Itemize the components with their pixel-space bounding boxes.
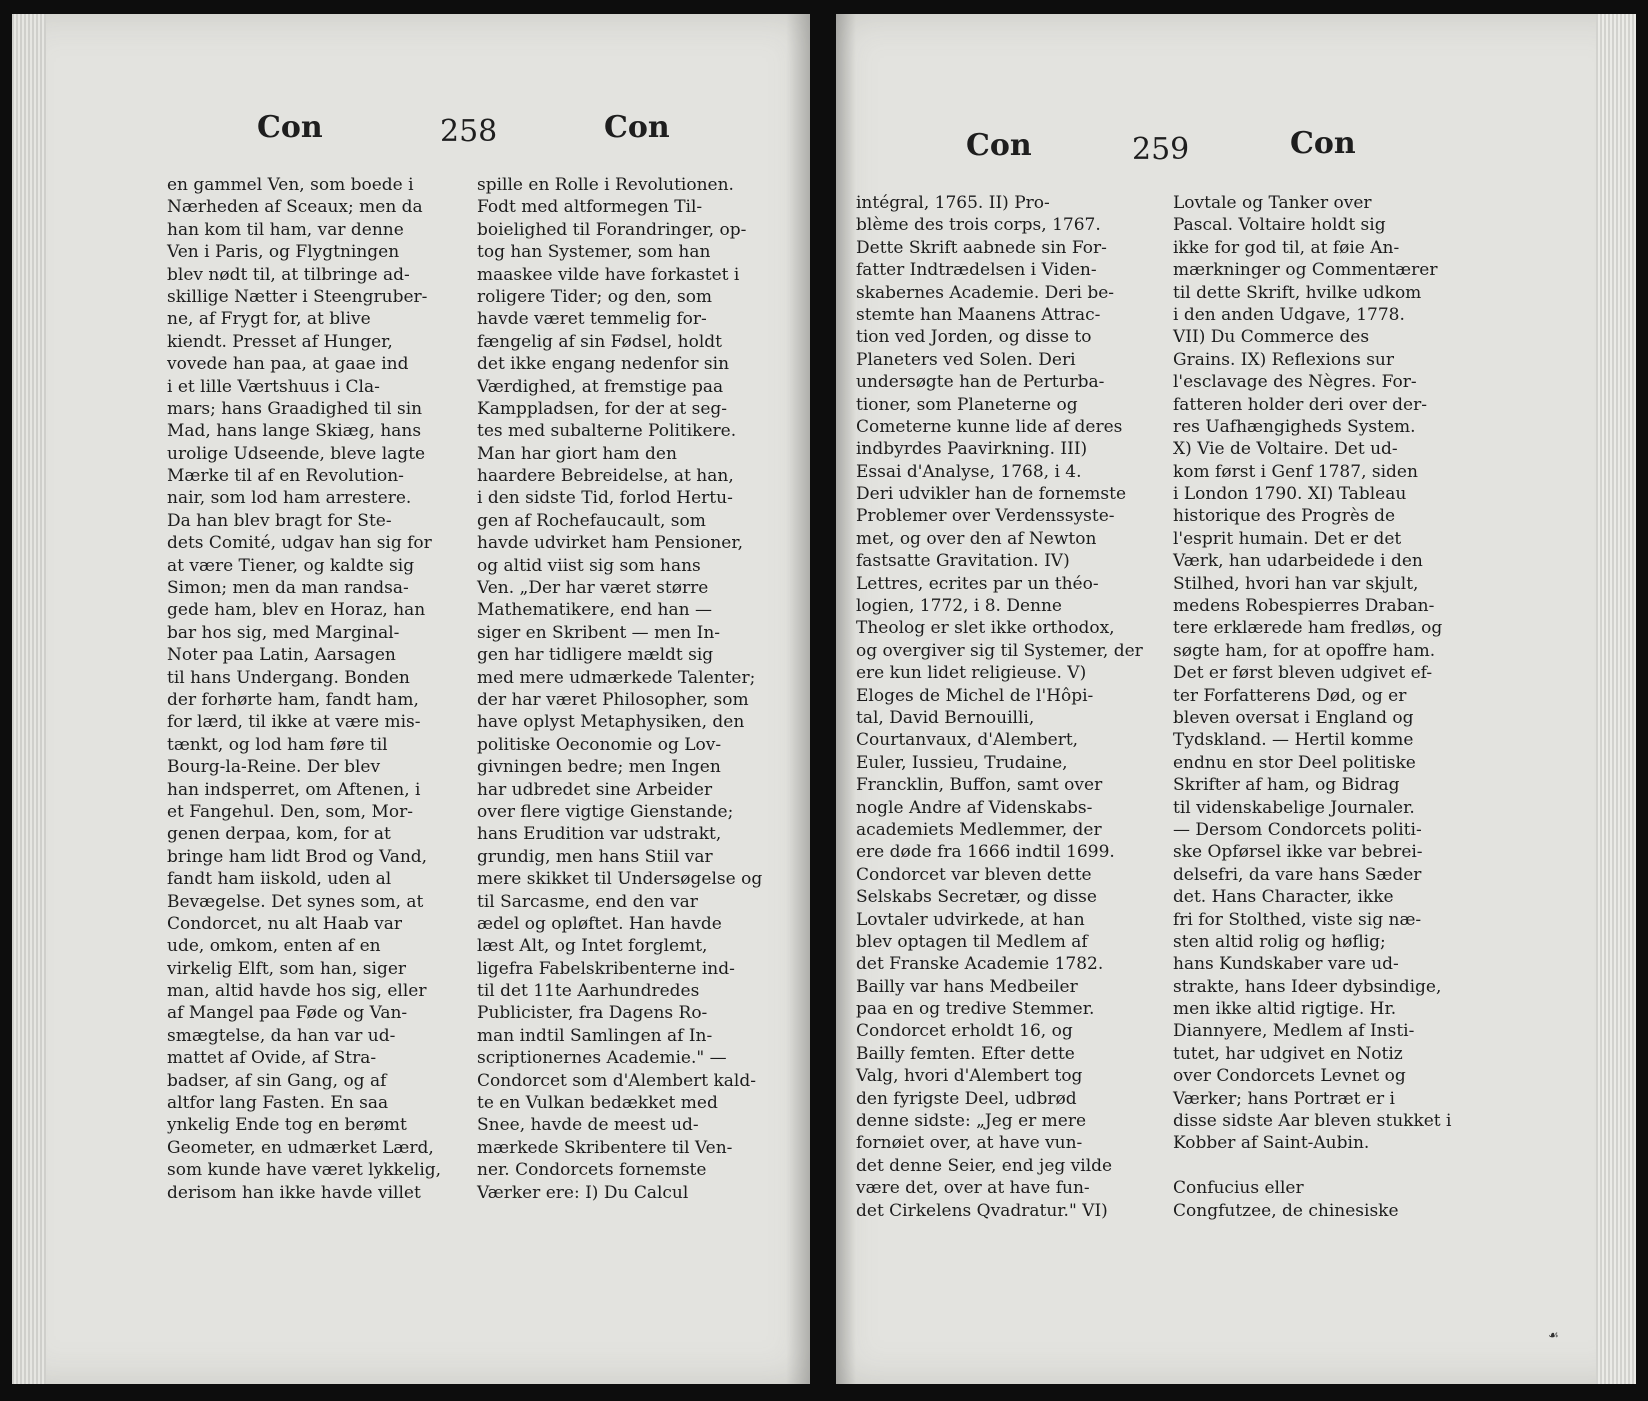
text-line: bringe ham lidt Brod og Vand, — [167, 846, 428, 867]
text-line: Grains. IX) Reflexions sur — [1173, 349, 1395, 370]
text-line: l'esprit humain. Det er det — [1173, 528, 1402, 549]
text-line: Essai d'Analyse, 1768, i 4. — [856, 461, 1082, 482]
text-line: haardere Bebreidelse, at han, — [477, 466, 734, 487]
text-line: har udbredet sine Arbeider — [477, 779, 713, 800]
text-line: sten altid rolig og høflig; — [1173, 931, 1386, 952]
text-line: Ven i Paris, og Flygtningen — [167, 242, 400, 263]
text-line: vovede han paa, at gaae ind — [167, 354, 409, 375]
text-line: Snee, havde de meest ud- — [477, 1115, 699, 1136]
text-line: res Uafhængigheds System. — [1173, 416, 1416, 437]
text-line: Kamppladsen, for der at seg- — [477, 398, 728, 419]
text-line: boielighed til Forandringer, op- — [477, 219, 747, 240]
text-line: tioner, som Planeterne og — [856, 394, 1078, 415]
text-line: et Fangehul. Den, som, Mor- — [167, 801, 413, 822]
text-line: Bevægelse. Det synes som, at — [167, 891, 424, 912]
text-line: ædel og opløftet. Han havde — [477, 913, 722, 934]
text-line: Problemer over Verdenssyste- — [856, 506, 1115, 527]
text-line: strakte, hans Ideer dybsindige, — [1173, 976, 1442, 997]
left-page — [12, 14, 810, 1384]
text-line: tion ved Jorden, og disse to — [856, 327, 1092, 348]
text-line: intégral, 1765. II) Pro- — [856, 193, 1050, 213]
text-line: havde udvirket ham Pensioner, — [477, 533, 743, 554]
text-line: det ikke engang nedenfor sin — [477, 354, 730, 375]
left-running-head-left: Con — [257, 110, 323, 145]
text-line: blev optagen til Medlem af — [856, 931, 1088, 952]
text-line: det. Hans Character, ikke — [1173, 887, 1394, 908]
text-line: men ikke altid rigtige. Hr. — [1173, 999, 1397, 1020]
text-line: over flere vigtige Gienstande; — [477, 801, 734, 822]
corner-ornament: ☙ — [1548, 1328, 1559, 1342]
text-line: ude, omkom, enten af en — [167, 936, 381, 957]
text-line: Euler, Iussieu, Trudaine, — [856, 752, 1068, 773]
text-line: Værker ere: I) Du Calcul — [477, 1182, 689, 1203]
text-line: blev nødt til, at tilbringe ad- — [167, 264, 410, 285]
text-line: til Sarcasme, end den var — [477, 891, 698, 912]
text-line: Lovtale og Tanker over — [1173, 193, 1372, 213]
text-line: Dette Skrift aabnede sin For- — [856, 237, 1107, 258]
text-line: siger en Skribent — men In- — [477, 622, 721, 643]
text-line: politiske Oeconomie og Lov- — [477, 734, 722, 755]
text-line: Ven. „Der har været større — [477, 578, 709, 599]
text-line: at være Tiener, og kaldte sig — [167, 555, 415, 576]
text-line: læst Alt, og Intet forglemt, — [477, 936, 708, 957]
text-line: endnu en stor Deel politiske — [1173, 752, 1416, 773]
text-line: Man har giort ham den — [477, 443, 677, 464]
text-line: for lærd, til ikke at være mis- — [167, 712, 421, 733]
text-line: ner. Condorcets fornemste — [477, 1160, 707, 1181]
text-line: tog han Systemer, som han — [477, 242, 711, 263]
text-line: man, altid havde hos sig, eller — [167, 981, 427, 1002]
text-line: Fodt med altformegen Til- — [477, 197, 703, 218]
text-line: badser, af sin Gang, og af — [167, 1070, 387, 1091]
text-line: til det 11te Aarhundredes — [477, 981, 700, 1002]
text-line: Condorcet erholdt 16, og — [856, 1021, 1073, 1042]
text-line: han indsperret, om Aftenen, i — [167, 779, 421, 800]
text-line: Congfutzee, de chinesiske — [1173, 1200, 1399, 1221]
text-line: mars; hans Graadighed til sin — [167, 398, 423, 419]
text-line: der forhørte ham, fandt ham, — [167, 689, 419, 710]
text-line: blème des trois corps, 1767. — [856, 215, 1101, 236]
text-line: ligefra Fabelskribenterne ind- — [477, 958, 735, 979]
text-line: paa en og tredive Stemmer. — [856, 999, 1095, 1020]
text-line: ne, af Frygt for, at blive — [167, 309, 371, 330]
text-line: Eloges de Michel de l'Hôpi- — [856, 685, 1094, 706]
text-line: genen derpaa, kom, for at — [167, 824, 391, 845]
text-line: Mærke til af en Revolution- — [167, 466, 404, 487]
text-line: ske Opførsel ikke var bebrei- — [1173, 842, 1423, 863]
text-line: delsefri, da vare hans Sæder — [1173, 864, 1422, 885]
text-line: derisom han ikke havde villet — [167, 1182, 421, 1203]
text-line: havde været temmelig for- — [477, 309, 707, 330]
text-line: kiendt. Presset af Hunger, — [167, 331, 393, 352]
right-column-1 — [856, 192, 1146, 1222]
text-line: han kom til ham, var denne — [167, 219, 404, 240]
right-running-head-right: Con — [1290, 126, 1356, 161]
text-line: have oplyst Metaphysiken, den — [477, 712, 745, 733]
left-page-number: 258 — [440, 114, 498, 149]
text-line: virkelig Elft, som han, siger — [167, 958, 407, 979]
text-line: Planeters ved Solen. Deri — [856, 349, 1076, 370]
text-line: spille en Rolle i Revolutionen. — [477, 175, 734, 195]
text-line: Noter paa Latin, Aarsagen — [167, 645, 396, 666]
text-line: mærkede Skribentere til Ven- — [477, 1137, 733, 1158]
text-line: indbyrdes Paavirkning. III) — [856, 439, 1088, 460]
text-line: mærkninger og Commentærer — [1173, 260, 1438, 281]
gutter-shadow — [786, 14, 810, 1384]
text-line: fatter Indtrædelsen i Viden- — [856, 260, 1097, 281]
text-line: Theolog er slet ikke orthodox, — [856, 618, 1115, 639]
text-line: Selskabs Secretær, og disse — [856, 887, 1097, 908]
text-line: altfor lang Fasten. En saa — [167, 1093, 389, 1114]
text-line: kom først i Genf 1787, siden — [1173, 461, 1418, 482]
text-line: tal, David Bernouilli, — [856, 707, 1035, 728]
text-line: bleven oversat i England og — [1173, 707, 1414, 728]
text-line: Condorcet som d'Alembert kald- — [477, 1070, 756, 1091]
text-line: bar hos sig, med Marginal- — [167, 622, 400, 643]
gutter-shadow — [836, 14, 856, 1384]
text-line: disse sidste Aar bleven stukket i — [1173, 1111, 1452, 1132]
text-line: og overgiver sig til Systemer, der — [856, 640, 1143, 661]
left-running-head-right: Con — [604, 110, 670, 145]
text-line: l'esclavage des Nègres. For- — [1173, 372, 1417, 393]
text-line: nair, som lod ham arrestere. — [167, 488, 412, 509]
text-line: Mathematikere, end han — — [477, 600, 712, 621]
text-line: gen af Rochefaucault, som — [477, 510, 706, 531]
text-line: tutet, har udgivet en Notiz — [1173, 1043, 1403, 1064]
text-line: man indtil Samlingen af In- — [477, 1025, 713, 1046]
text-line: givningen bedre; men Ingen — [477, 757, 721, 778]
text-line: smægtelse, da han var ud- — [167, 1025, 396, 1046]
text-line: det Cirkelens Qvadratur." VI) — [856, 1200, 1108, 1221]
text-line: ere kun lidet religieuse. V) — [856, 663, 1087, 684]
text-line: nogle Andre af Videnskabs- — [856, 797, 1093, 818]
text-line: skillige Nætter i Steengruber- — [167, 286, 428, 307]
text-line: X) Vie de Voltaire. Det ud- — [1173, 439, 1398, 460]
text-line: gen har tidligere mældt sig — [477, 645, 714, 666]
text-line: Confucius eller — [1173, 1178, 1304, 1199]
text-line: hans Erudition var udstrakt, — [477, 824, 722, 845]
text-line: Cometerne kunne lide af deres — [856, 416, 1123, 437]
text-line: Kobber af Saint-Aubin. — [1173, 1133, 1370, 1154]
text-line: historique des Progrès de — [1173, 506, 1396, 527]
text-line: ikke for god til, at føie An- — [1173, 237, 1400, 258]
text-line: undersøgte han de Perturba- — [856, 372, 1105, 393]
text-line: stemte han Maanens Attrac- — [856, 304, 1101, 325]
text-line: ter Forfatterens Død, og er — [1173, 685, 1407, 706]
text-line: Bailly var hans Medbeiler — [856, 976, 1078, 997]
text-line: til videnskabelige Journaler. — [1173, 797, 1415, 818]
text-line: maaskee vilde have forkastet i — [477, 264, 740, 285]
text-line: Det er først bleven udgivet ef- — [1173, 663, 1433, 684]
right-page-number: 259 — [1132, 132, 1190, 167]
text-line — [1173, 1155, 1473, 1177]
text-line: Deri udvikler han de fornemste — [856, 484, 1127, 505]
text-line: mere skikket til Undersøgelse og — [477, 869, 763, 890]
text-line: denne sidste: „Jeg er mere — [856, 1111, 1087, 1132]
text-line: Pascal. Voltaire holdt sig — [1173, 215, 1386, 236]
text-line: Værk, han udarbeidede i den — [1173, 551, 1423, 572]
text-line: dets Comité, udgav han sig for — [167, 533, 432, 554]
text-line: Nærheden af Sceaux; men da — [167, 197, 423, 218]
text-line: der har været Philosopher, som — [477, 689, 749, 710]
text-line: fængelig af sin Fødsel, holdt — [477, 331, 723, 352]
text-line: Simon; men da man randsa- — [167, 578, 409, 599]
text-line: logien, 1772, i 8. Denne — [856, 596, 1062, 617]
text-line: Værker; hans Portræt er i — [1173, 1088, 1395, 1109]
right-column-2 — [1173, 192, 1473, 1222]
text-line: i den anden Udgave, 1778. — [1173, 304, 1405, 325]
left-column-2 — [477, 174, 782, 1204]
text-line: te en Vulkan bedækket med — [477, 1093, 718, 1114]
text-line: og altid viist sig som hans — [477, 555, 701, 576]
text-line: som kunde have været lykkelig, — [167, 1160, 442, 1181]
text-line: urolige Udseende, bleve lagte — [167, 443, 426, 464]
text-line: det Franske Academie 1782. — [856, 954, 1104, 975]
text-line: mattet af Ovide, af Stra- — [167, 1048, 377, 1069]
text-line: Bailly femten. Efter dette — [856, 1043, 1075, 1064]
text-line: fatteren holder deri over der- — [1173, 394, 1427, 415]
text-line: Værdighed, at fremstige paa — [477, 376, 724, 397]
text-line: den fyrigste Deel, udbrød — [856, 1088, 1077, 1109]
text-line: Lettres, ecrites par un théo- — [856, 573, 1099, 594]
text-line: met, og over den af Newton — [856, 528, 1097, 549]
right-running-head-left: Con — [966, 128, 1032, 163]
text-line: Lovtaler udvirkede, at han — [856, 909, 1085, 930]
text-line: scriptionernes Academie." — — [477, 1048, 727, 1069]
text-line: søgte ham, for at opoffre ham. — [1173, 640, 1436, 661]
text-line: tes med subalterne Politikere. — [477, 421, 737, 442]
left-column-1 — [167, 174, 457, 1204]
text-line: fandt ham iiskold, uden al — [167, 869, 392, 890]
text-line: Da han blev bragt for Ste- — [167, 510, 392, 531]
text-line: roligere Tider; og den, som — [477, 286, 713, 307]
text-line: Stilhed, hvori han var skjult, — [1173, 573, 1419, 594]
text-line: Skrifter af ham, og Bidrag — [1173, 775, 1400, 796]
text-line: Diannyere, Medlem af Insti- — [1173, 1021, 1415, 1042]
text-line: i den sidste Tid, forlod Hertu- — [477, 488, 733, 509]
text-line: skabernes Academie. Deri be- — [856, 282, 1115, 303]
text-line: over Condorcets Levnet og — [1173, 1066, 1406, 1087]
text-line: fornøiet over, at have vun- — [856, 1133, 1083, 1154]
text-line: tere erklærede ham fredløs, og — [1173, 618, 1443, 639]
text-line: til dette Skrift, hvilke udkom — [1173, 282, 1422, 303]
text-line: fastsatte Gravitation. IV) — [856, 551, 1070, 572]
text-line: Publicister, fra Dagens Ro- — [477, 1003, 708, 1024]
right-page — [836, 14, 1636, 1384]
text-line: hans Kundskaber vare ud- — [1173, 954, 1399, 975]
text-line: Tydskland. — Hertil komme — [1173, 730, 1414, 751]
text-line: Courtanvaux, d'Alembert, — [856, 730, 1079, 751]
text-line: — Dersom Condorcets politi- — [1173, 819, 1422, 840]
text-line: VII) Du Commerce des — [1173, 327, 1370, 348]
text-line: af Mangel paa Føde og Van- — [167, 1003, 408, 1024]
text-line: Valg, hvori d'Alembert tog — [856, 1066, 1083, 1087]
text-line: Condorcet var bleven dette — [856, 864, 1092, 885]
text-line: medens Robespierres Draban- — [1173, 596, 1435, 617]
text-line: tænkt, og lod ham føre til — [167, 734, 388, 755]
text-line: med mere udmærkede Talenter; — [477, 667, 756, 688]
text-line: Mad, hans lange Skiæg, hans — [167, 421, 422, 442]
text-line: være det, over at have fun- — [856, 1178, 1090, 1199]
text-line: en gammel Ven, som boede i — [167, 175, 414, 195]
text-line: gede ham, blev en Horaz, han — [167, 600, 426, 621]
text-line: i et lille Værtshuus i Cla- — [167, 376, 380, 397]
text-line: academiets Medlemmer, der — [856, 819, 1102, 840]
text-line: det denne Seier, end jeg vilde — [856, 1155, 1113, 1176]
text-line: Condorcet, nu alt Haab var — [167, 913, 403, 934]
text-line: Bourg-la-Reine. Der blev — [167, 757, 381, 778]
text-line: Geometer, en udmærket Lærd, — [167, 1137, 434, 1158]
text-line: til hans Undergang. Bonden — [167, 667, 410, 688]
text-line: i London 1790. XI) Tableau — [1173, 484, 1407, 505]
text-line: ere døde fra 1666 indtil 1699. — [856, 842, 1115, 863]
text-line: ynkelig Ende tog en berømt — [167, 1115, 407, 1136]
text-line: fri for Stolthed, viste sig næ- — [1173, 909, 1422, 930]
text-line: Francklin, Buffon, samt over — [856, 775, 1103, 796]
text-line: grundig, men hans Stiil var — [477, 846, 713, 867]
